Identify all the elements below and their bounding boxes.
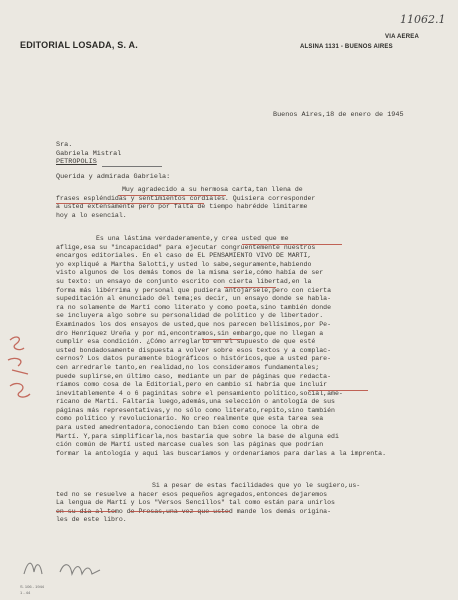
paragraph-2-line: su texto: un ensayo de conjunto escrito con cierta libertad,en la [56,277,312,285]
paragraph-2-line: yo expliqué a Martha Salotti,y usted lo sabe,seguramente,habiendo [56,260,312,268]
red-underline [130,511,230,512]
print-code-secondary: 1 - 44 [20,590,31,595]
paragraph-3 [56,482,360,525]
paragraph-2-line: ríamos como cosa de la Editorial,pero en cambio sí habría que incluir [56,381,328,389]
paragraph-3-line: en su día al tomo de Prosas,una vez que usted mande los demás origina- [56,507,332,515]
paragraph-3-line: La lengua de Martí y Los "Versos Sencillos" tal como están para unirlos [56,499,335,507]
recipient-name: Gabriela Mistral [56,150,122,158]
paragraph-2-line: se incluyera algo sobre su personalidad de político y de libertador. [56,312,324,320]
paragraph-2-line: supeditación al enunciado del tema;es decir, un ensayo donde se habla- [56,295,332,303]
paragraph-2 [56,235,386,458]
red-underline [308,390,368,391]
margin-handwriting [2,330,42,420]
paragraph-2-line: ción común de Martí usted marcase cuales son las páginas que podrían [56,441,324,449]
paragraph-2-line: ricano de Martí. Faltaría luego,además,una selección o antología de sus [56,398,335,406]
paragraph-2-line: usted bondadosamente dispuesta a volver sobre esos textos y a complac- [56,346,332,354]
paragraph-1-line: Muy agradecido a su hermosa carta,tan llena de [122,186,303,193]
paragraph-2-line: cernos? Los datos puramente biográficos o históricos,que a usted pare- [56,355,332,363]
paragraph-2-line: para usted amedrentadora,conociendo tan bien como conoce la obra de [56,424,320,432]
greeting: Querida y admirada Gabriela: [56,173,171,181]
paragraph-1-line: frases espléndidas y sentimientos cordiales. Quisiera corresponder [56,194,316,202]
paragraph-3-line: ted no se resuelve a hacer esos pequeños agregados,entonces dejaremos [56,490,328,498]
red-underline [224,287,276,288]
paragraph-2-line: puede suplirse,en último caso, mediante un par de páginas que redacta- [56,372,332,380]
paragraph-2-line: encargos editoriales. En el caso de EL PENSAMIENTO VIVO DE MARTI, [56,252,312,260]
print-code: S. 106 - 1944 [20,584,45,589]
red-underline [118,195,226,196]
paragraph-3-line: les de este libro. [56,516,127,524]
paragraph-2-line: cen arredrarle tanto,en realidad,no los consideramos fundamentales; [56,363,320,371]
margin-signature-mark [20,552,140,582]
paragraph-2-line: como político y revolucionario. No creo realmente que esta tarea sea [56,415,324,423]
recipient-underline [102,166,162,167]
paragraph-2-line: cumplir esa condición. ¿Cómo arreglarlo en el supuesto de que esté [56,338,316,346]
red-underline [56,203,204,204]
paragraph-2-line: visto algunos de los demás tomos de la misma serie,cómo había de ser [56,269,324,277]
salutation-title: Sra. [56,141,73,149]
letterhead-address: ALSINA 1131 - BUENOS AIRES [300,44,393,50]
paragraph-2-line: Es una lástima verdaderamente,y crea usted que me [96,235,289,242]
letterhead-company: EDITORIAL LOSADA, S. A. [20,40,138,50]
letterhead-via: VIA AEREA [385,34,420,40]
red-underline [56,511,116,512]
paragraph-2-line: inevitablemente 4 o 6 paginitas sobre el pensamiento político,social,ame- [56,389,343,397]
paragraph-1-line: hoy a lo esencial. [56,211,127,219]
red-underline [242,244,342,245]
paragraph-3-line: Si a pesar de estas facilidades que yo le sugiero,us- [152,482,361,489]
paragraph-2-line: Examinados los dos ensayos de usted,que nos parecen bellísimos,por Pe- [56,320,332,328]
paragraph-2-line: formar la antología y aquí las buscaríamos y ordenaríamos para darlas a la imprenta. [56,449,387,457]
paragraph-2-line: Martí. Y,para simplificarla,nos bastaría que sobre la base de alguna edi [56,432,339,440]
paragraph-2-line: páginas más representativas,y no sólo como literato,repito,sino también [56,406,335,414]
letter-date: Buenos Aires,18 de enero de 1945 [273,111,404,119]
archive-number: 11062.1 [400,13,446,26]
red-underline [202,339,242,340]
paragraph-2-line: ra no solamente de Martí como literato y como poeta,sino también donde [56,303,332,311]
paragraph-1-line: a usted extensamente pero por falta de tiempo habrédde limitarme [56,203,308,211]
recipient-city: PETROPOLIS [56,158,97,166]
paragraph-2-line: forma más libérrima y personal que pudiera antojársele,pero con cierta [56,286,332,294]
paragraph-2-line: aflige,esa su "incapacidad" para ejecutar congruentemente nuestros [56,243,316,251]
paragraph-2-line: dro Henríquez Ureña y por mí,encontramos,sin embargo,que no llegan a [56,329,324,337]
